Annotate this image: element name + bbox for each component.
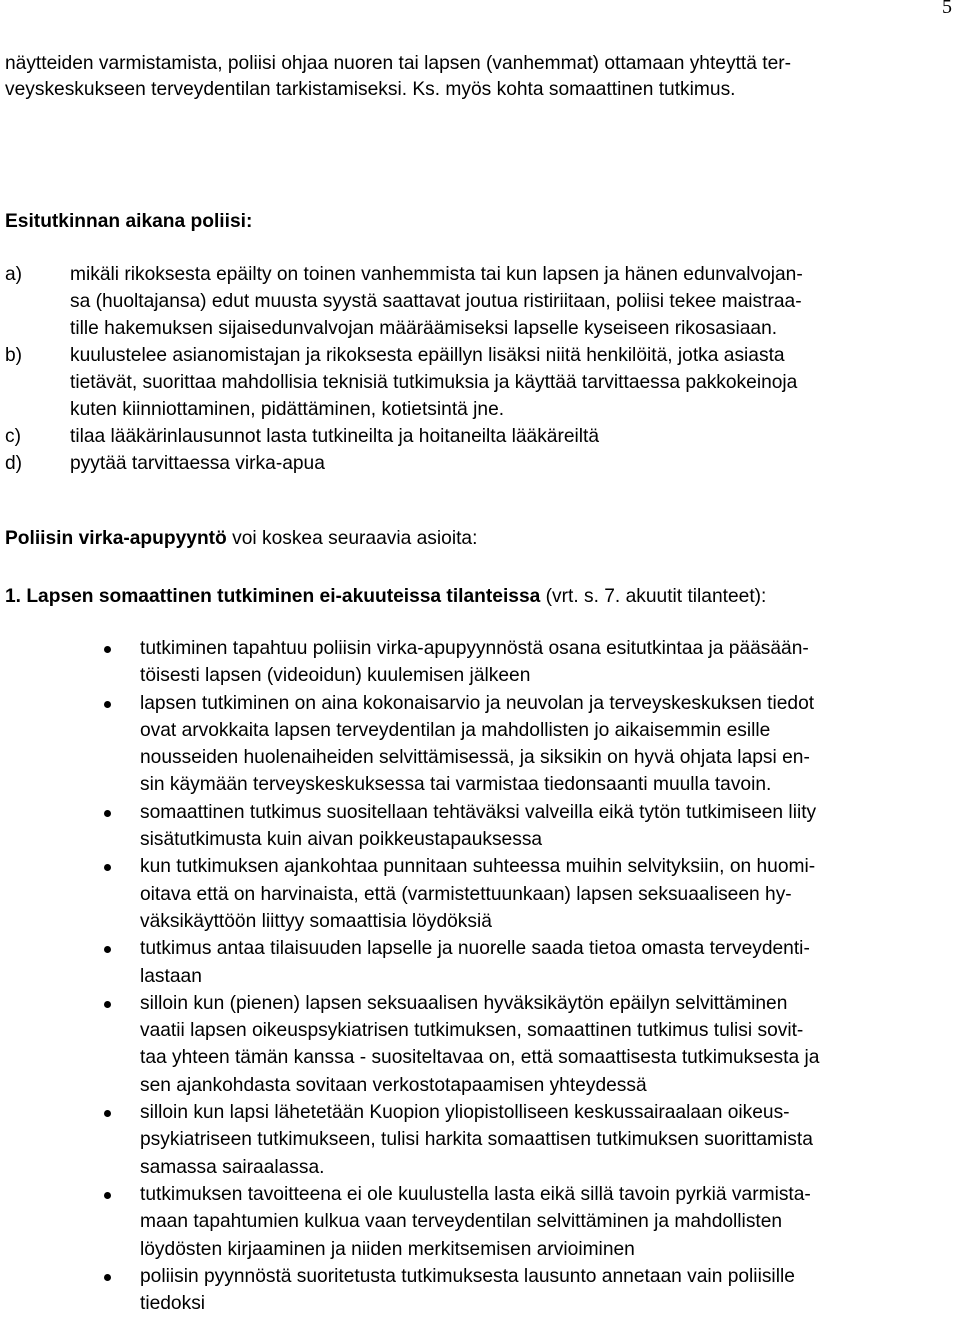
- bullet-item: [0, 690, 960, 799]
- bullet-icon: [104, 1192, 111, 1199]
- bullet-line: sisätutkimusta kuin aivan poikkeustapauksessa: [140, 829, 543, 851]
- bullet-line: tutkimuksen tavoitteena ei ole kuulustella lasta eikä sillä tavoin pyrkiä varmista-: [140, 1183, 811, 1205]
- bullet-line: oitava että on harvinaista, että (varmistettuunkaan) lapsen seksuaaliseen hy-: [140, 883, 792, 905]
- bullet-line: silloin kun (pienen) lapsen seksuaalisen hyväksikäytön epäilyn selvittäminen: [140, 992, 788, 1014]
- bullet-line: taa yhteen tämän kanssa - suositeltavaa on, että somaattisesta tutkimuksesta ja: [140, 1047, 820, 1069]
- bullet-line: poliisin pyynnöstä suoritetusta tutkimuksesta lausunto annetaan vain poliisille: [140, 1265, 795, 1287]
- bullet-icon: [104, 1110, 111, 1117]
- list-item-line: tille hakemuksen sijaisedunvalvojan määräämiseksi lapselle kyseiseen rikosasiaan.: [70, 318, 778, 339]
- bullet-list: [0, 635, 960, 1317]
- section-heading-esitutkinta: Esitutkinnan aikana poliisi:: [5, 211, 253, 232]
- virka-apu-bold: Poliisin virka-apupyyntö: [5, 528, 227, 549]
- bullet-line: löydösten kirjaaminen ja niiden merkitsemisen arvioiminen: [140, 1238, 635, 1260]
- list-marker: c): [5, 426, 21, 447]
- list-item-line: tietävät, suorittaa mahdollisia teknisiä tutkimuksia ja käyttää tarvittaessa pakkokeinoja: [70, 372, 798, 393]
- bullet-line: sin käymään terveyskeskuksessa tai varmistaa tiedonsaanti muulla tavoin.: [140, 774, 772, 796]
- esitutkinta-list: [5, 261, 955, 477]
- bullet-item: [0, 1099, 960, 1181]
- list-item-c: [5, 423, 955, 450]
- bullet-line: psykiatriseen tutkimukseen, tulisi harkita somaattisen tutkimuksen suorittamista: [140, 1129, 813, 1151]
- bullet-item: [0, 853, 960, 935]
- bullet-line: lastaan: [140, 965, 202, 987]
- bullet-line: somaattinen tutkimus suositellaan tehtäväksi valveilla eikä tytön tutkimiseen liity: [140, 801, 817, 823]
- bullet-icon: [104, 701, 111, 708]
- bullet-item: [0, 990, 960, 1099]
- section-1-heading: [5, 585, 766, 609]
- intro-line-1: näytteiden varmistamista, poliisi ohjaa nuoren tai lapsen (vanhemmat) ottamaan yhteyttä ter-: [5, 53, 792, 74]
- list-item-line: pyytää tarvittaessa virka-apua: [70, 453, 325, 474]
- list-item-line: sa (huoltajansa) edut muusta syystä saattavat joutua ristiriitaan, poliisi tekee maistraa-: [70, 291, 802, 312]
- bullet-line: lapsen tutkiminen on aina kokonaisarvio ja neuvolan ja terveyskeskuksen tiedot: [140, 692, 815, 714]
- section-1-bold: 1. Lapsen somaattinen tutkiminen ei-akuuteissa tilanteissa: [5, 586, 541, 607]
- bullet-item: [0, 1263, 960, 1317]
- bullet-line: silloin kun lapsi lähetetään Kuopion yliopistolliseen keskussairaalaan oikeus-: [140, 1102, 790, 1124]
- bullet-item: [0, 935, 960, 990]
- list-item-b: [5, 342, 955, 423]
- list-marker: d): [5, 453, 23, 474]
- list-item-line: mikäli rikoksesta epäilty on toinen vanhemmista tai kun lapsen ja hänen edunvalvojan-: [70, 264, 803, 285]
- bullet-icon: [104, 646, 111, 653]
- bullet-icon: [104, 1001, 111, 1008]
- list-item-line: kuten kiinniottaminen, pidättäminen, kotietsintä jne.: [70, 399, 505, 420]
- bullet-line: maan tapahtumien kulkua vaan terveydentilan selvittäminen ja mahdollisten: [140, 1211, 783, 1233]
- bullet-item: [0, 1181, 960, 1263]
- list-item-line: tilaa lääkärinlausunnot lasta tutkineilta ja hoitaneilta lääkäreiltä: [70, 426, 600, 447]
- virka-apu-rest: voi koskea seuraavia asioita:: [226, 528, 478, 549]
- list-item-a: [5, 261, 955, 342]
- bullet-line: samassa sairaalassa.: [140, 1156, 325, 1178]
- bullet-icon: [104, 946, 111, 953]
- bullet-icon: [104, 810, 111, 817]
- list-marker: a): [5, 264, 23, 285]
- bullet-line: töisesti lapsen (videoidun) kuulemisen jälkeen: [140, 665, 531, 687]
- bullet-icon: [104, 1274, 111, 1281]
- bullet-item: [0, 635, 960, 690]
- virka-apu-heading: [5, 527, 477, 551]
- bullet-line: vaatii lapsen oikeuspsykiatrisen tutkimuksen, somaattinen tutkimus tulisi sovit-: [140, 1020, 804, 1042]
- bullet-line: tutkimus antaa tilaisuuden lapselle ja nuorelle saada tietoa omasta terveydenti-: [140, 938, 810, 960]
- list-marker: b): [5, 345, 23, 366]
- bullet-line: tutkiminen tapahtuu poliisin virka-apupyynnöstä osana esitutkintaa ja pääsään-: [140, 638, 809, 659]
- bullet-line: tiedoksi: [140, 1293, 206, 1315]
- bullet-item: [0, 799, 960, 854]
- section-1-rest: (vrt. s. 7. akuutit tilanteet):: [540, 586, 767, 607]
- list-item-d: [5, 450, 955, 477]
- bullet-line: kun tutkimuksen ajankohtaa punnitaan suhteessa muihin selvityksiin, on huomi-: [140, 856, 816, 878]
- intro-line-2: veyskeskukseen terveydentilan tarkistamiseksi. Ks. myös kohta somaattinen tutkimus.: [5, 79, 736, 100]
- page-number: 5: [942, 0, 952, 18]
- list-item-line: kuulustelee asianomistajan ja rikoksesta epäillyn lisäksi niitä henkilöitä, jotka asiasta: [70, 345, 785, 366]
- bullet-line: nousseiden huolenaiheiden selvittämisessä, ja siksikin on hyvä ohjata lapsi en-: [140, 747, 810, 769]
- bullet-line: ovat arvokkaita lapsen terveydentilan ja mahdollisten jo aikaisemmin esille: [140, 719, 771, 741]
- bullet-line: väksikäyttöön liittyy somaattisia löydöksiä: [140, 910, 492, 932]
- bullet-icon: [104, 864, 111, 871]
- bullet-line: sen ajankohdasta sovitaan verkostotapaamisen yhteydessä: [140, 1074, 647, 1096]
